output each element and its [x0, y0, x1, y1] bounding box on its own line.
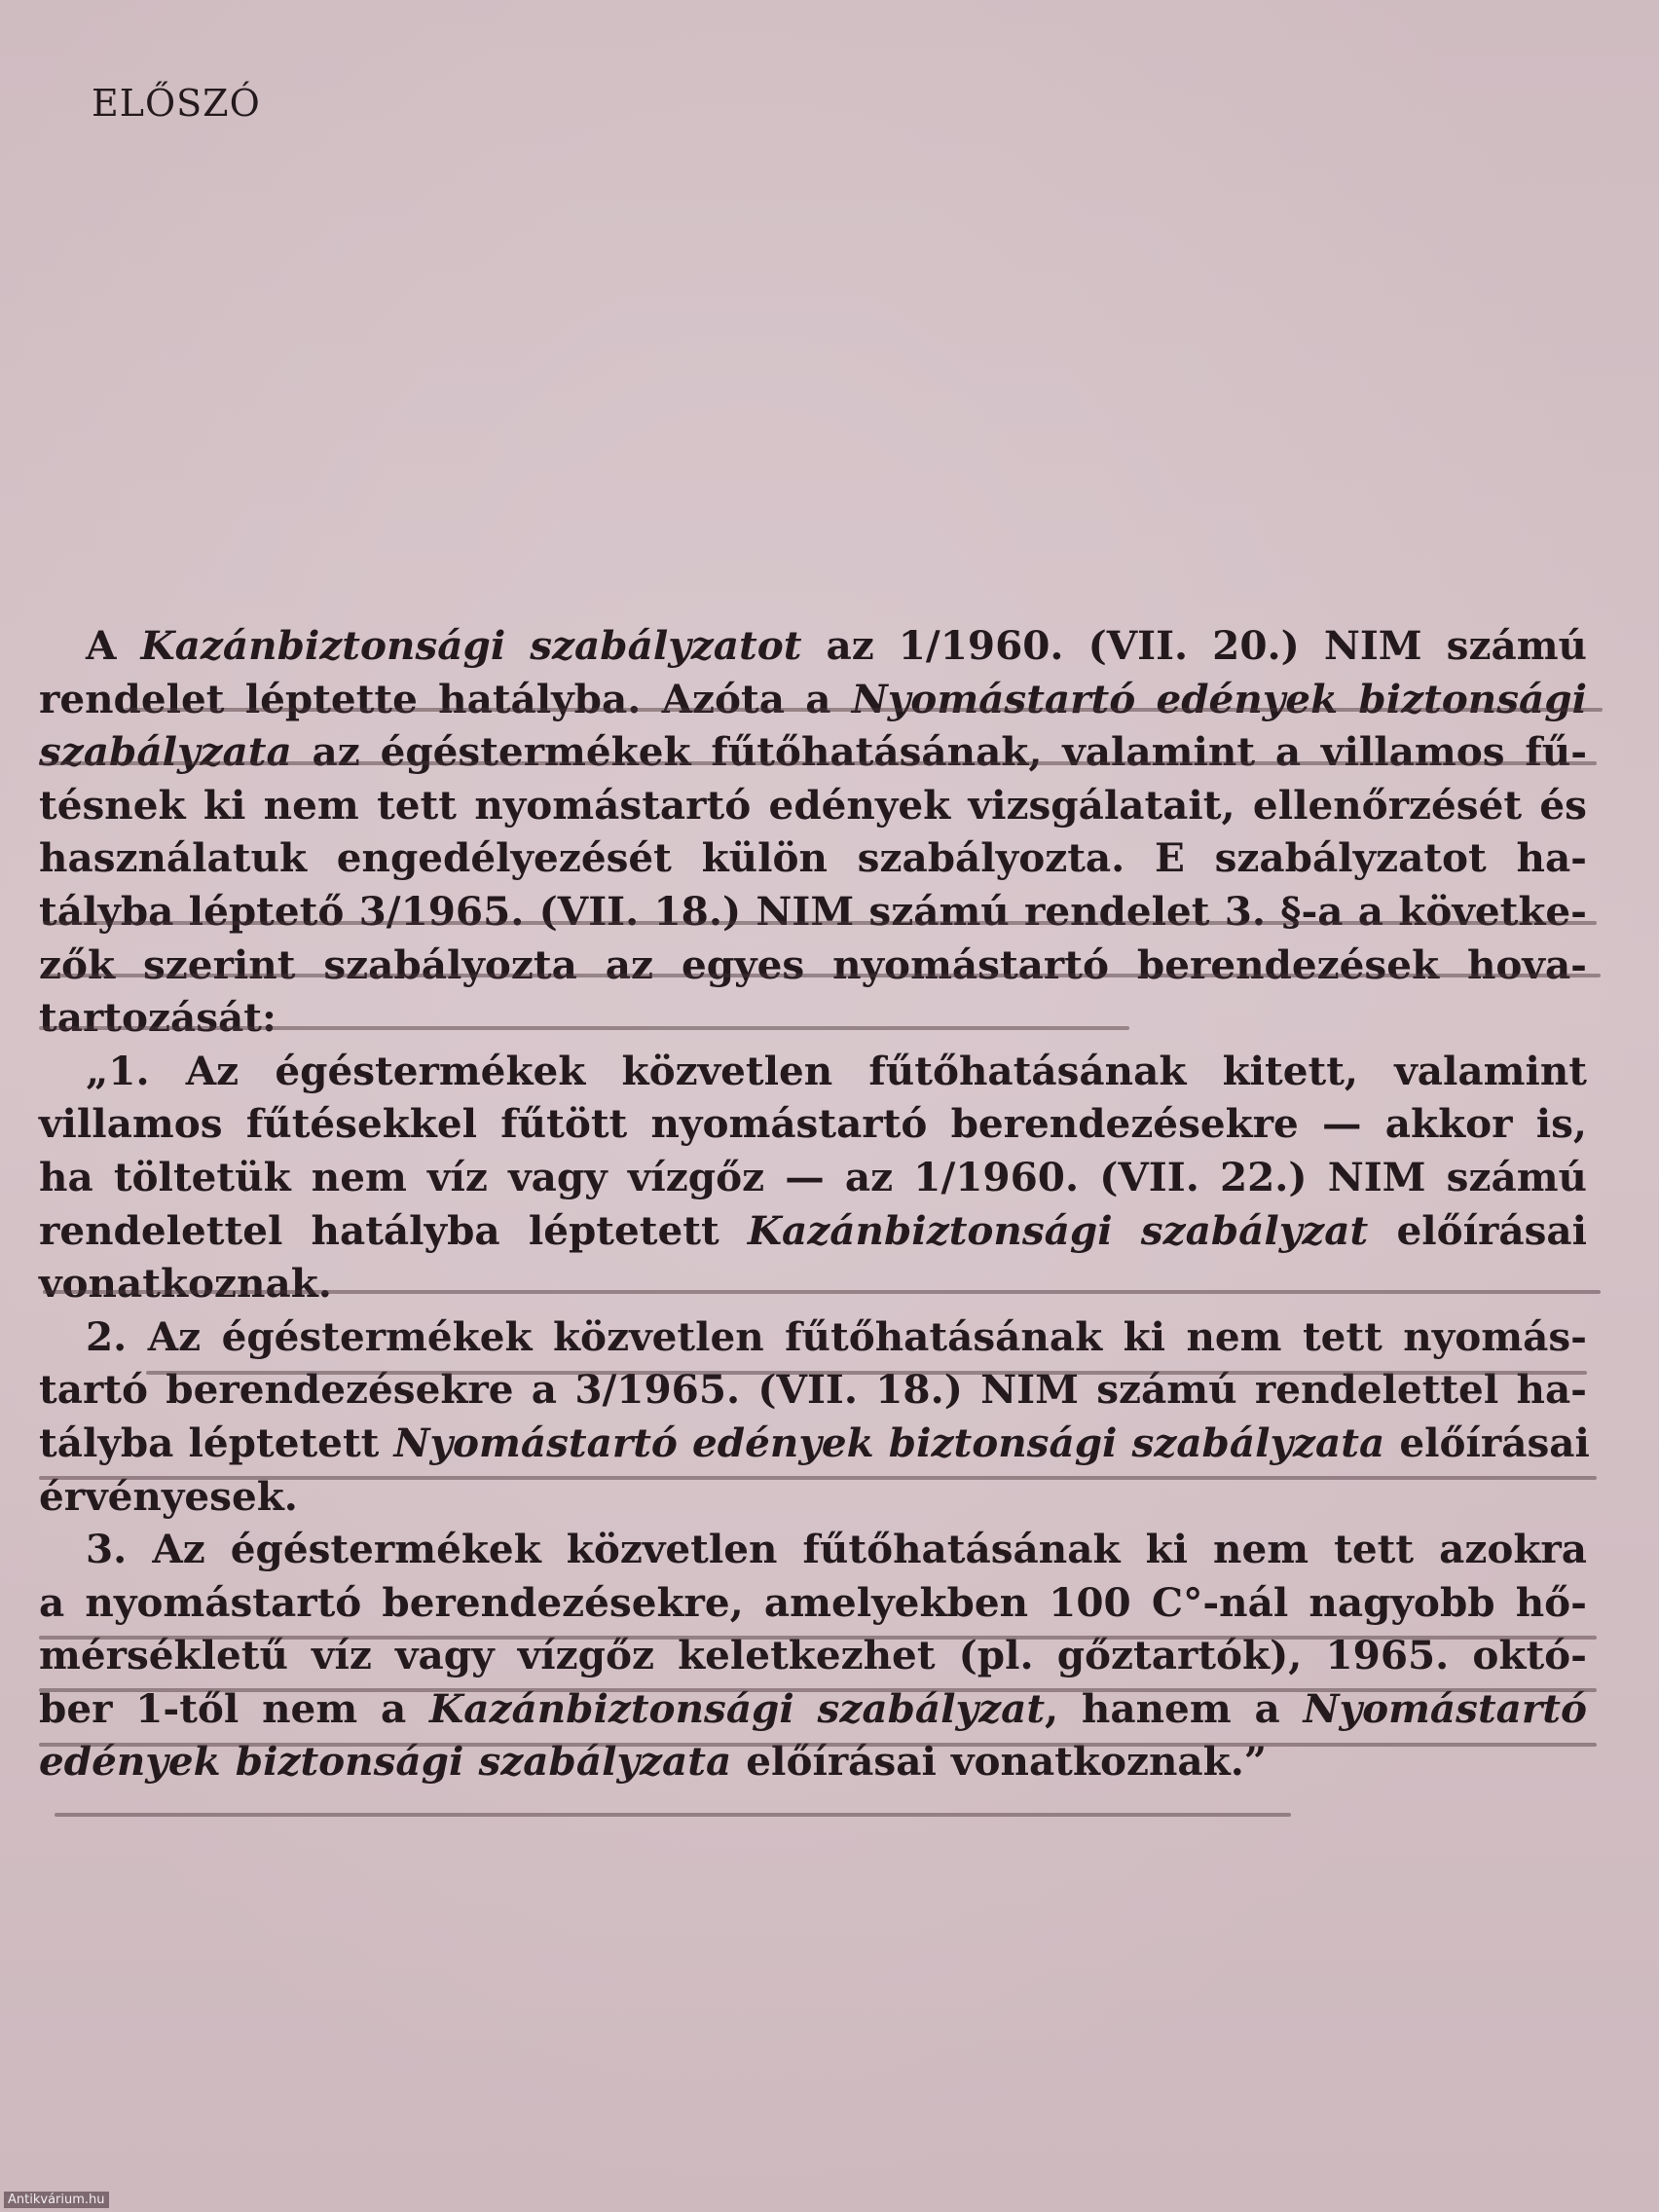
- pencil-underline-mark: [39, 1476, 1597, 1480]
- italic-title-text: Nyomástartó edények biztonsági: [851, 675, 1588, 722]
- text-segment: az 1/1960. (VII. 20.) NIM számú: [801, 622, 1587, 669]
- pencil-underline-mark: [39, 1743, 1597, 1747]
- text-segment: 2. Az égéstermékek közvetlen fűtőhatásának ki nem tett nyomás-: [86, 1312, 1587, 1360]
- pencil-underline-mark: [146, 1371, 1587, 1375]
- italic-title-text: Nyomástartó: [1303, 1684, 1587, 1732]
- text-segment: ha töltetük nem víz vagy vízgőz — az 1/1960. (VII. 22.) NIM számú: [39, 1153, 1587, 1200]
- text-segment: zők szerint szabályozta az egyes nyomástartó berendezések hova-: [39, 940, 1587, 988]
- page-heading: ELŐSZÓ: [92, 82, 261, 125]
- text-line: [39, 1151, 1587, 1204]
- pencil-underline-mark: [125, 708, 1603, 712]
- text-line: [39, 1204, 1587, 1258]
- pencil-underline-mark: [55, 1813, 1291, 1817]
- pencil-underline-mark: [43, 921, 1597, 925]
- text-segment: rendelet léptette hatályba. Azóta a: [39, 675, 852, 722]
- text-line: [39, 939, 1587, 992]
- text-segment: tályba léptetett: [39, 1419, 394, 1466]
- text-segment: tályba léptető 3/1965. (VII. 18.) NIM számú rendelet 3. §-a a követke-: [39, 887, 1587, 935]
- italic-title-text: szabályzata: [39, 728, 292, 776]
- text-line: [39, 991, 1587, 1045]
- text-line: [39, 831, 1587, 885]
- pencil-underline-mark: [39, 761, 1597, 765]
- italic-title-text: Kazánbiztonsági szabályzatot: [140, 622, 802, 669]
- text-line: [39, 1045, 1587, 1098]
- text-segment: előírásai vonatkoznak.”: [731, 1738, 1268, 1786]
- pencil-underline-mark: [39, 1636, 1597, 1640]
- text-segment: a nyomástartó berendezésekre, amelyekben 100 C°-nál nagyobb hő-: [39, 1578, 1587, 1626]
- text-segment: „1. Az égéstermékek közvetlen fűtőhatásának kitett, valamint: [86, 1047, 1587, 1094]
- text-segment: rendelettel hatályba léptetett: [39, 1206, 748, 1254]
- text-segment: A: [86, 622, 141, 669]
- text-segment: az égéstermékek fűtőhatásának, valamint a villamos fű-: [291, 728, 1587, 776]
- text-segment: tésnek ki nem tett nyomástartó edények vizsgálatait, ellenőrzését és: [39, 781, 1587, 829]
- text-segment: 3. Az égéstermékek közvetlen fűtőhatásának ki nem tett azokra: [86, 1526, 1587, 1573]
- text-line: [39, 779, 1587, 832]
- watermark: Antikvárium.hu: [4, 2192, 109, 2208]
- text-segment: ber 1-től nem a: [39, 1684, 430, 1732]
- text-segment: tartozását:: [39, 994, 276, 1042]
- text-line: [39, 1310, 1587, 1364]
- text-segment: érvényesek.: [39, 1472, 298, 1520]
- text-segment: előírásai: [1384, 1419, 1590, 1466]
- text-line: [39, 725, 1587, 779]
- text-segment: használatuk engedélyezését külön szabályozta. E szabályzatot ha-: [39, 834, 1587, 882]
- text-line: [39, 1097, 1587, 1151]
- italic-title-text: Kazánbiztonsági szabályzat: [429, 1684, 1046, 1732]
- text-segment: előírásai: [1368, 1206, 1588, 1254]
- pencil-underline-mark: [39, 1026, 1129, 1030]
- text-segment: vonatkoznak.: [39, 1260, 332, 1308]
- text-segment: mérsékletű víz vagy vízgőz keletkezhet (pl. gőztartók), 1965. októ-: [39, 1632, 1587, 1679]
- text-line: [39, 673, 1587, 726]
- text-line: [39, 1523, 1587, 1576]
- pencil-underline-mark: [43, 974, 1601, 977]
- text-segment: villamos fűtésekkel fűtött nyomástartó berendezésekre — akkor is,: [39, 1100, 1587, 1148]
- text-segment: tartó berendezésekre a 3/1965. (VII. 18.) NIM számú rendelettel ha-: [39, 1366, 1587, 1414]
- pencil-underline-mark: [39, 1688, 1597, 1692]
- preface-body-text: [39, 619, 1590, 1788]
- text-line: [39, 1417, 1590, 1470]
- text-segment: , hanem a: [1045, 1684, 1304, 1732]
- italic-title-text: Kazánbiztonsági szabályzat: [747, 1206, 1369, 1254]
- text-line: [39, 1257, 1587, 1310]
- text-line: [39, 1576, 1587, 1630]
- italic-title-text: edények biztonsági szabályzata: [39, 1738, 732, 1786]
- pencil-underline-mark: [43, 1290, 1601, 1294]
- italic-title-text: Nyomástartó edények biztonsági szabályzata: [393, 1419, 1385, 1466]
- text-line: [39, 885, 1587, 939]
- text-line: [39, 619, 1587, 673]
